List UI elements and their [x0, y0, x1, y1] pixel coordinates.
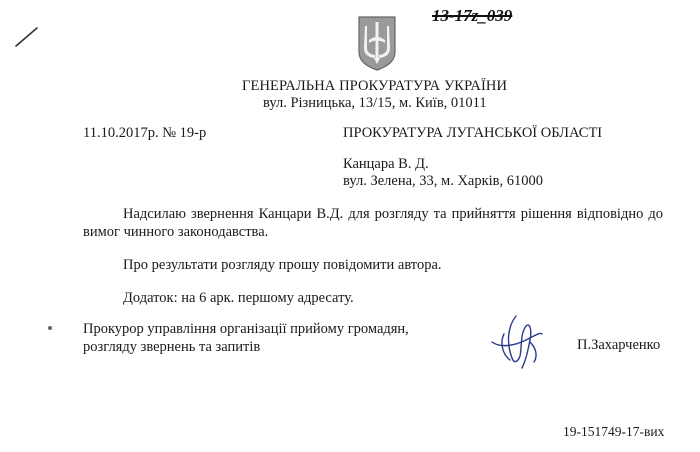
outgoing-number: 19-151749-17-вих	[563, 424, 665, 439]
document-date-number: 11.10.2017р. № 19-р	[83, 125, 207, 141]
margin-dot	[48, 326, 52, 330]
body-paragraph-attachment: Додаток: на 6 арк. першому адресату.	[123, 290, 354, 306]
recipient-person: Канцара В. Д.	[343, 156, 429, 172]
registration-stamp	[432, 6, 512, 26]
recipient-address: вул. Зелена, 33, м. Харків, 61000	[343, 173, 544, 189]
handwritten-mark	[14, 26, 40, 48]
signer-name: П.Захарченко	[577, 337, 661, 353]
recipient-organization: ПРОКУРАТУРА ЛУГАНСЬКОЇ ОБЛАСТІ	[343, 125, 603, 141]
issuer-organization: ГЕНЕРАЛЬНА ПРОКУРАТУРА УКРАЇНИ	[242, 78, 508, 94]
handwritten-signature	[486, 312, 548, 374]
registration-number: 13-17z_039	[432, 6, 513, 25]
issuer-address: вул. Різницька, 13/15, м. Київ, 01011	[263, 95, 487, 111]
signer-title: Прокурор управління організації прийому громадян, розгляду звернень та запитів	[83, 321, 409, 355]
trident-emblem-icon	[355, 14, 399, 72]
body-paragraph-forwarding: Надсилаю звернення Канцари В.Д. для розгляду та прийняття рішення відповідно до вимог чинного законодавства.	[83, 206, 663, 240]
body-paragraph-request: Про результати розгляду прошу повідомити автора.	[123, 257, 442, 273]
